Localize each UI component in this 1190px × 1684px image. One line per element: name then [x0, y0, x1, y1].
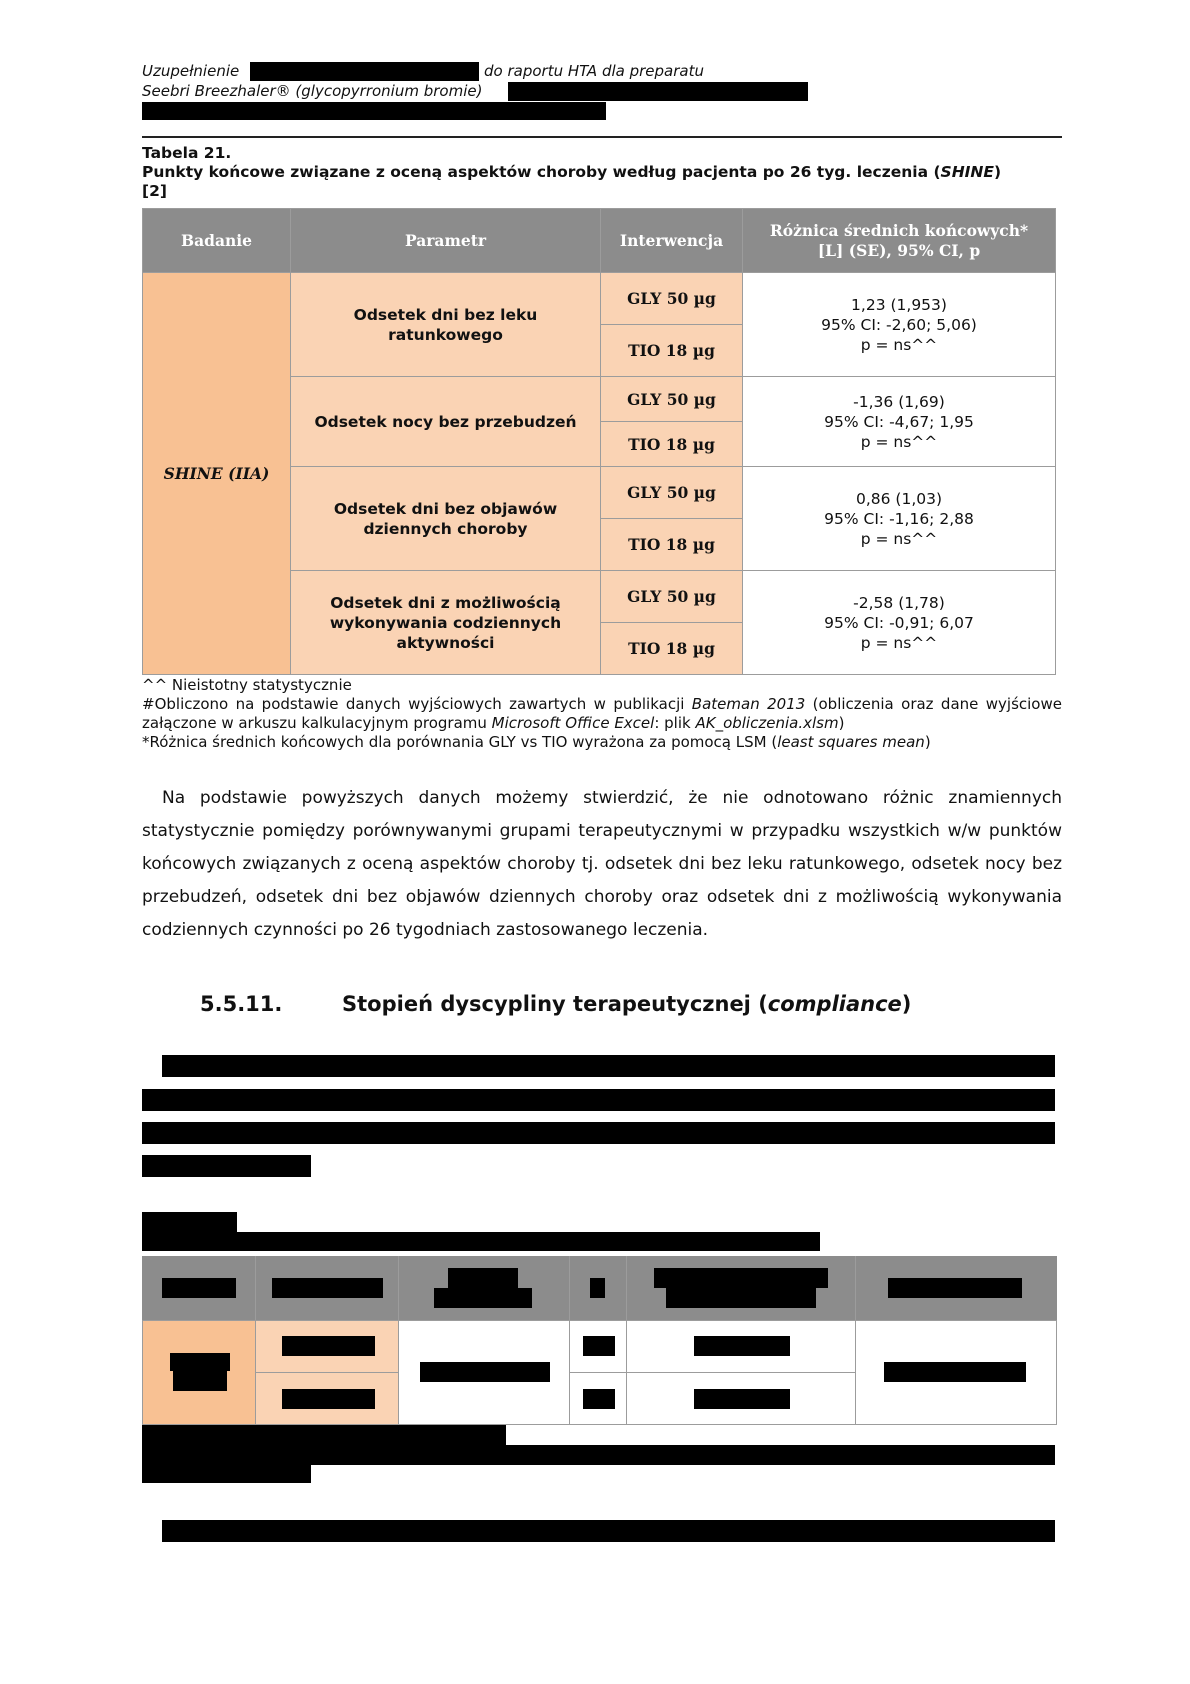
note-program: Microsoft Office Excel: [491, 714, 655, 732]
table-title: [142, 163, 1062, 182]
table-title-close: ): [994, 163, 1002, 181]
result-ci: 95% CI: -1,16; 2,88: [824, 509, 974, 528]
note-text: ): [838, 714, 845, 732]
redaction-bar: [250, 62, 479, 81]
redaction-bar: [884, 1362, 1026, 1382]
intervention-cell: TIO 18 µg: [601, 519, 743, 571]
header-line-1-suffix: [484, 62, 704, 80]
redaction-bar: [448, 1268, 518, 1288]
col-header-badanie: Badanie: [143, 209, 291, 273]
redaction-bar: [142, 1445, 1055, 1465]
redaction-bar: [162, 1520, 1055, 1542]
redaction-bar: [420, 1362, 550, 1382]
table-header-row: [143, 209, 1056, 273]
header-text-suffix: do raportu HTA dla preparatu: [484, 62, 704, 80]
intervention-cell: GLY 50 µg: [601, 377, 743, 422]
result-p: p = ns^^: [860, 529, 938, 548]
result-mean: -2,58 (1,78): [853, 593, 945, 612]
col-header-interwencja: Interwencja: [601, 209, 743, 273]
redaction-bar: [508, 82, 808, 101]
result-ci: 95% CI: -2,60; 5,06): [821, 315, 977, 334]
table-title-study: SHINE: [940, 163, 994, 181]
result-cell: [743, 377, 1056, 467]
header-product-name: Seebri Breezhaler® (glycopyrronium bromie): [142, 82, 483, 100]
result-p: p = ns^^: [860, 633, 938, 652]
intervention-cell: TIO 18 µg: [601, 623, 743, 675]
result-mean: 1,23 (1,953): [851, 295, 947, 314]
note-ns: ^^ Nieistotny statystycznie: [142, 676, 352, 694]
table-notes: [142, 676, 1062, 752]
redaction-bar: [272, 1278, 383, 1298]
note-publication: Bateman 2013: [691, 695, 806, 713]
redaction-bar: [654, 1268, 828, 1288]
header-rule: [142, 136, 1062, 138]
note-lsm: [142, 733, 1062, 752]
redaction-bar: [170, 1353, 230, 1371]
redaction-bar: [282, 1389, 375, 1409]
redaction-bar: [583, 1389, 615, 1409]
result-mean: -1,36 (1,69): [853, 392, 945, 411]
redaction-bar: [142, 1425, 506, 1445]
redaction-bar: [590, 1278, 605, 1298]
parameter-cell: Odsetek dni z możliwością wykonywania codziennych aktywności: [291, 571, 601, 675]
parameter-cell: Odsetek dni bez objawów dziennych choroby: [291, 467, 601, 571]
result-ci: 95% CI: -4,67; 1,95: [824, 412, 974, 431]
section-title-term: compliance: [767, 992, 902, 1016]
section-title-close: ): [901, 992, 912, 1016]
result-cell: [743, 273, 1056, 377]
redaction-bar: [434, 1288, 532, 1308]
redaction-bar: [162, 1278, 236, 1298]
redaction-bar: [142, 1122, 1055, 1144]
redaction-bar: [142, 1465, 311, 1483]
note-text: *Różnica średnich końcowych dla porównania GLY vs TIO wyrażona za pomocą LSM (: [142, 733, 778, 751]
header-text-prefix: Uzupełnienie: [142, 62, 240, 80]
parameter-cell: Odsetek dni bez leku ratunkowego: [291, 273, 601, 377]
redaction-bar: [583, 1336, 615, 1356]
table-reference: [2]: [142, 182, 167, 200]
note-lsm-term: least squares mean: [777, 733, 925, 751]
intervention-cell: GLY 50 µg: [601, 273, 743, 325]
result-mean: 0,86 (1,03): [855, 489, 943, 508]
result-ci: 95% CI: -0,91; 6,07: [824, 613, 974, 632]
col-header-roznica: Różnica średnich końcowych* [L] (SE), 95% CI, p: [743, 209, 1056, 273]
parameter-cell: Odsetek nocy bez przebudzeń: [291, 377, 601, 467]
note-text: ): [924, 733, 931, 751]
header-line-1: [142, 62, 239, 80]
table-row: [143, 273, 1056, 325]
redaction-bar: [666, 1288, 816, 1308]
section-number: 5.5.11.: [200, 992, 283, 1016]
redaction-bar: [142, 102, 606, 120]
note-text: #Obliczono na podstawie danych wyjściowych zawartych w publikacji: [142, 695, 692, 713]
study-cell: SHINE (IIA): [143, 273, 291, 675]
redaction-bar: [173, 1371, 227, 1391]
intervention-cell: TIO 18 µg: [601, 325, 743, 377]
note-text: : plik: [654, 714, 696, 732]
redaction-bar: [142, 1212, 237, 1234]
section-title: [342, 992, 911, 1016]
endpoints-table: [142, 208, 1056, 675]
table-label: Tabela 21.: [142, 144, 232, 162]
section-title-text: Stopień dyscypliny terapeutycznej (: [342, 992, 768, 1016]
result-p: p = ns^^: [860, 432, 938, 451]
redaction-bar: [888, 1278, 1022, 1298]
note-file: AK_obliczenia.xlsm: [695, 714, 839, 732]
intervention-cell: GLY 50 µg: [601, 467, 743, 519]
header-line-2: [142, 82, 482, 100]
redaction-bar: [142, 1089, 1055, 1111]
result-cell: [743, 467, 1056, 571]
result-p: p = ns^^: [860, 335, 938, 354]
table-title-text: Punkty końcowe związane z oceną aspektów choroby według pacjenta po 26 tyg. leczenia (: [142, 163, 941, 181]
col-header-parametr: Parametr: [291, 209, 601, 273]
note-text: (obliczenia oraz dane wyjściowe załączone w arkuszu kalkulacyjnym programu: [142, 695, 1062, 732]
redaction-bar: [694, 1389, 790, 1409]
body-paragraph: Na podstawie powyższych danych możemy stwierdzić, że nie odnotowano różnic znamiennych statystycznie pomiędzy porównywanymi grupami terapeutycznymi w przypadku wszystkich w/w punktów końcowych związanych z oceną aspektów choroby tj. odsetek dni bez leku ratunkowego, odsetek nocy bez przebudzeń, odsetek dni bez objawów dziennych choroby oraz odsetek dni z możliwością wykonywania codziennych czynności po 26 tygodniach zastosowanego leczenia.: [142, 788, 1062, 940]
result-cell: [743, 571, 1056, 675]
redaction-bar: [162, 1055, 1055, 1077]
intervention-cell: GLY 50 µg: [601, 571, 743, 623]
note-calculation: [142, 695, 1062, 733]
redaction-bar: [142, 1232, 820, 1251]
intervention-cell: TIO 18 µg: [601, 422, 743, 467]
redaction-bar: [282, 1336, 375, 1356]
redaction-bar: [694, 1336, 790, 1356]
redaction-bar: [142, 1155, 311, 1177]
